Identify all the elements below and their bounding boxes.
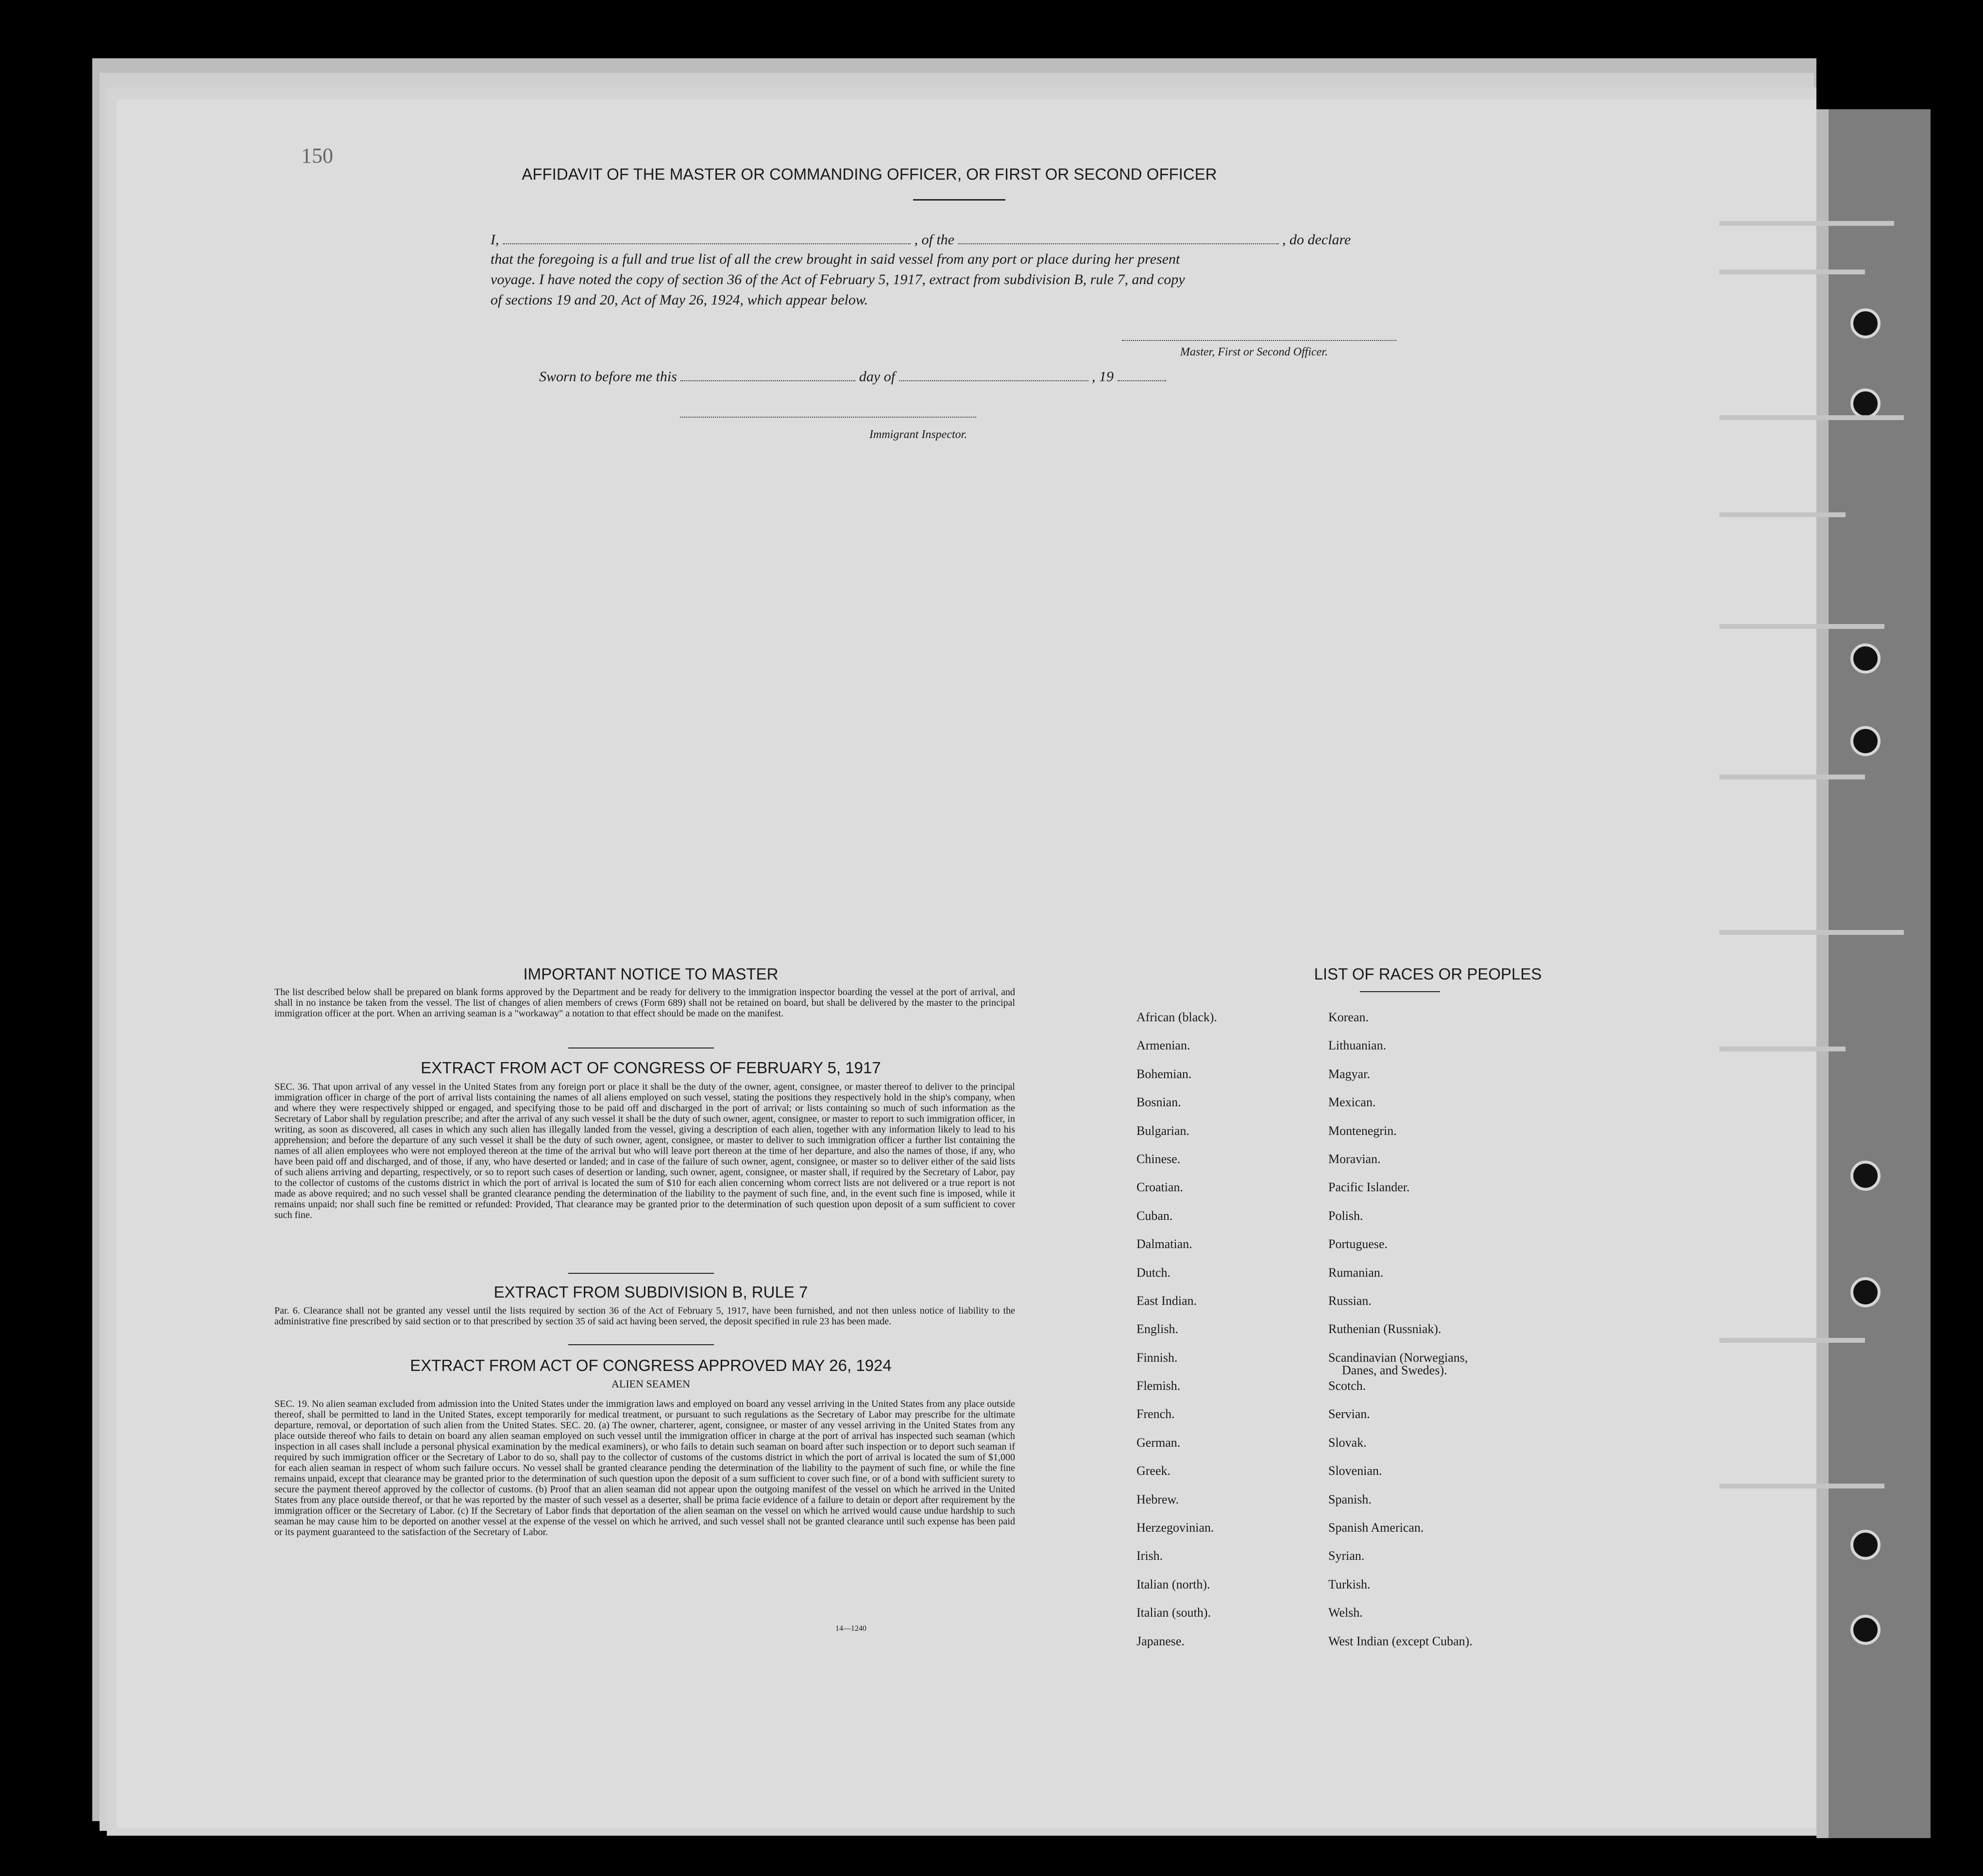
race-item: Italian (south). bbox=[1136, 1606, 1211, 1620]
race-item: Slovak. bbox=[1328, 1435, 1367, 1450]
race-item: Bulgarian. bbox=[1136, 1123, 1190, 1138]
race-item: Scotch. bbox=[1328, 1379, 1366, 1393]
extract-1917-rule bbox=[568, 1273, 714, 1274]
affidavit-title-rule bbox=[913, 199, 1005, 201]
race-item: Hebrew. bbox=[1136, 1492, 1179, 1506]
race-item: Italian (north). bbox=[1136, 1577, 1210, 1591]
race-item: Dutch. bbox=[1136, 1265, 1171, 1280]
race-item: Turkish. bbox=[1328, 1577, 1371, 1591]
sworn-label: Sworn to before me this bbox=[539, 369, 677, 385]
race-item-scandinavian: Scandinavian (Norwegians, bbox=[1328, 1350, 1468, 1365]
of-the-label: , of the bbox=[914, 232, 954, 248]
race-item: Herzegovinian. bbox=[1136, 1521, 1214, 1535]
inspector-caption: Immigrant Inspector. bbox=[869, 428, 967, 441]
sworn-day-field[interactable] bbox=[680, 368, 855, 381]
extract-1924-subtitle: ALIEN SEAMEN bbox=[611, 1378, 690, 1390]
race-item: Portuguese. bbox=[1328, 1237, 1388, 1251]
race-item: Welsh. bbox=[1328, 1606, 1363, 1620]
race-item: Russian. bbox=[1328, 1293, 1372, 1308]
race-item: Pacific Islander. bbox=[1328, 1180, 1410, 1195]
bleed-through-lines bbox=[1719, 221, 1923, 1824]
race-item: French. bbox=[1136, 1407, 1175, 1421]
race-item: Greek. bbox=[1136, 1464, 1171, 1478]
race-item: African (black). bbox=[1136, 1010, 1218, 1024]
race-item: Lithuanian. bbox=[1328, 1038, 1387, 1053]
document-page bbox=[117, 100, 1816, 1828]
affidavit-title: AFFIDAVIT OF THE MASTER OR COMMANDING OFFICER, OR FIRST OR SECOND OFFICER bbox=[522, 165, 1217, 183]
page-mark: 150 bbox=[301, 144, 333, 168]
year-label: , 19 bbox=[1092, 369, 1114, 385]
rule7-body: Par. 6. Clearance shall not be granted any vessel until the lists required by section 36 of the Act of February 5, 1917, have been furnished, and not then unless notice of liability to the administrative fine prescribed by said section or to that prescribed by section 35 of said act having been served, the deposit specified in rule 23 has been made. bbox=[274, 1305, 1015, 1327]
race-item: Servian. bbox=[1328, 1407, 1370, 1421]
declaration-line-1 bbox=[491, 231, 1549, 248]
races-column-2 bbox=[1328, 1011, 1639, 1663]
race-item: Cuban. bbox=[1136, 1208, 1173, 1223]
race-item: Mexican. bbox=[1328, 1095, 1376, 1110]
race-item: Bohemian. bbox=[1136, 1066, 1192, 1081]
do-declare-label: , do declare bbox=[1282, 232, 1351, 248]
race-item: Korean. bbox=[1328, 1010, 1369, 1024]
extract-1917-title: EXTRACT FROM ACT OF CONGRESS OF FEBRUARY 5, 1917 bbox=[421, 1059, 881, 1077]
race-item: Dalmatian. bbox=[1136, 1237, 1192, 1251]
master-caption: Master, First or Second Officer. bbox=[1180, 346, 1328, 358]
race-item: Croatian. bbox=[1136, 1180, 1184, 1195]
vessel-field[interactable] bbox=[958, 231, 1279, 244]
race-item: Irish. bbox=[1136, 1549, 1163, 1563]
sworn-line bbox=[539, 368, 1166, 385]
race-item: Japanese. bbox=[1136, 1634, 1185, 1648]
race-item: English. bbox=[1136, 1322, 1178, 1336]
races-title: LIST OF RACES OR PEOPLES bbox=[1314, 965, 1542, 983]
race-item: West Indian (except Cuban). bbox=[1328, 1634, 1473, 1648]
race-item: Rumanian. bbox=[1328, 1265, 1384, 1280]
extract-1917-body: SEC. 36. That upon arrival of any vessel in the United States from any foreign port or place it shall be the duty of the owner, agent, consignee, or master thereof to deliver to the principal immigration officer in charge of the port of arrival lists containing the names of all aliens employed on such vessel, stating the positions they respectively hold in the ship's company, when and where they were respectively shipped or engaged, and specifying those to be paid off and discharged in the port of arrival; or lists containing so much of such information as the Secretary of Labor shall by regulation prescribe; and after the arrival of any such vessel it shall be the duty of such owner, agent, consignee, or master to report to such immigration officer, in writing, as soon as discovered, all cases in which any such alien has illegally landed from the vessel, giving a description of each alien, together with any information likely to lead to his apprehension; and before the departure of any such vessel it shall be the duty of such owner, agent, consignee, or master to deliver to such immigration officer a further list containing the names of all alien employees who were not employed thereon at the time of the arrival but who will leave port thereon at the time of her departure, and also the names of those, if any, who have been paid off and discharged, and of those, if any, who have deserted or landed; and in case of the failure of such owner, agent, consignee, or master so to deliver either of the said lists of such aliens arriving and departing, respectively, or so to report such cases of desertion or landing, such owner, agent, consignee, or master shall, if required by the Secretary of Labor, pay to the collector of customs of the customs district in which the port of arrival is located the sum of $10 for each alien concerning whom correct lists are not delivered or a true report is not made as above required; and no such vessel shall be granted clearance pending the determination of the liability to the payment of such fine, and, in the event such fine is imposed, while it remains unpaid; nor shall such fine be remitted or refunded: Provided, That clearance may be granted prior to the determination of such question upon deposit of a sum sufficient to cover such fine. bbox=[274, 1082, 1015, 1220]
race-item: Polish. bbox=[1328, 1208, 1363, 1223]
race-item: German. bbox=[1136, 1435, 1181, 1450]
race-item: Ruthenian (Russniak). bbox=[1328, 1322, 1441, 1336]
extract-1924-title: EXTRACT FROM ACT OF CONGRESS APPROVED MAY 26, 1924 bbox=[410, 1356, 892, 1374]
race-item-scandinavian-cont: Danes, and Swedes). bbox=[1342, 1363, 1447, 1377]
declaration-line-3: voyage. I have noted the copy of section 36 of the Act of February 5, 1917, extract from subdivision B, rule 7, and copy bbox=[491, 271, 1185, 287]
rule7-title: EXTRACT FROM SUBDIVISION B, RULE 7 bbox=[493, 1283, 808, 1301]
extract-1924-body: SEC. 19. No alien seaman excluded from admission into the United States under the immigration laws and employed on board any vessel arriving in the United States from any place outside thereof, shall be permitted to land in the United States, except temporarily for medical treatment, or pursuant to such regulations as the Secretary of Labor may prescribe for the ultimate departure, removal, or deportation of such alien from the United States. SEC. 20. (a) The owner, charterer, agent, consignee, or master of any vessel arriving in the United States from any place outside thereof who fails to detain on board any alien seaman employed on such vessel until the immigration officer in charge at the port of arrival has inspected such seaman (which inspection in all cases shall include a personal physical examination by the medical examiners), or who fails to detain such seaman on board after such inspection or to deport such seaman if required by such immigration officer or the Secretary of Labor to do so, shall pay to the collector of customs of the customs district in which the port of arrival is located the sum of $1,000 for each alien seaman in respect of whom such failure occurs. No vessel shall be granted clearance pending the determination of the liability to the payment of such fine, or while the fine remains unpaid, except that clearance may be granted prior to the determination of such question upon the deposit of a sum sufficient to cover such fine, or of a bond with sufficient surety to secure the payment thereof approved by the collector of customs. (b) Proof that an alien seaman did not appear upon the outgoing manifest of the vessel on which he arrived in the United States from any place outside thereof, or that he was reported by the master of such vessel as a deserter, shall be prima facie evidence of a failure to detain or deport after requirement by the immigration officer or the Secretary of Labor. (c) If the Secretary of Labor finds that deportation of the alien seaman on the vessel on which he arrived would cause undue hardship to such seaman he may cause him to be deported on another vessel at the expense of the vessel on which he arrived, and such vessel shall not be granted clearance until such expense has been paid or its payment guaranteed to the satisfaction of the Secretary of Labor. bbox=[274, 1399, 1015, 1538]
master-signature-line[interactable] bbox=[1122, 340, 1396, 341]
race-item: Armenian. bbox=[1136, 1038, 1190, 1053]
race-item bbox=[1328, 1352, 1639, 1380]
declaration-line-2: that the foregoing is a full and true list of all the crew brought in said vessel from any port or place during her present bbox=[491, 251, 1180, 267]
form-number: 14—1240 bbox=[835, 1624, 866, 1633]
race-item: East Indian. bbox=[1136, 1293, 1197, 1308]
race-item: Magyar. bbox=[1328, 1066, 1370, 1081]
sworn-year-field[interactable] bbox=[1118, 368, 1166, 381]
races-title-rule bbox=[1360, 991, 1440, 992]
notice-title: IMPORTANT NOTICE TO MASTER bbox=[523, 965, 779, 983]
race-item: Bosnian. bbox=[1136, 1095, 1181, 1110]
sworn-month-field[interactable] bbox=[899, 368, 1088, 381]
race-item: Syrian. bbox=[1328, 1549, 1365, 1563]
race-item: Spanish. bbox=[1328, 1492, 1372, 1506]
race-item: Spanish American. bbox=[1328, 1521, 1424, 1535]
race-item: Flemish. bbox=[1136, 1379, 1181, 1393]
race-item: Montenegrin. bbox=[1328, 1123, 1397, 1138]
declaration-line-4: of sections 19 and 20, Act of May 26, 1924, which appear below. bbox=[491, 292, 868, 308]
race-item: Moravian. bbox=[1328, 1151, 1381, 1166]
rule7-rule bbox=[568, 1344, 714, 1345]
day-of-label: day of bbox=[859, 369, 896, 385]
race-item: Slovenian. bbox=[1328, 1464, 1382, 1478]
race-item: Finnish. bbox=[1136, 1350, 1178, 1365]
race-item: Chinese. bbox=[1136, 1151, 1181, 1166]
name-field[interactable] bbox=[503, 231, 911, 244]
inspector-signature-line[interactable] bbox=[680, 417, 976, 418]
notice-body: The list described below shall be prepared on blank forms approved by the Department and be ready for delivery to the immigration inspector boarding the vessel at the port of arrival, and shall in no instance be taken from the vessel. The list of changes of alien members of crews (Form 689) shall not be retained on board, but shall be delivered by the master to the principal immigration officer at the port. When an arriving seaman is a "workaway" a notation to that effect should be made on the manifest. bbox=[274, 987, 1015, 1019]
i-label: I, bbox=[491, 232, 499, 248]
